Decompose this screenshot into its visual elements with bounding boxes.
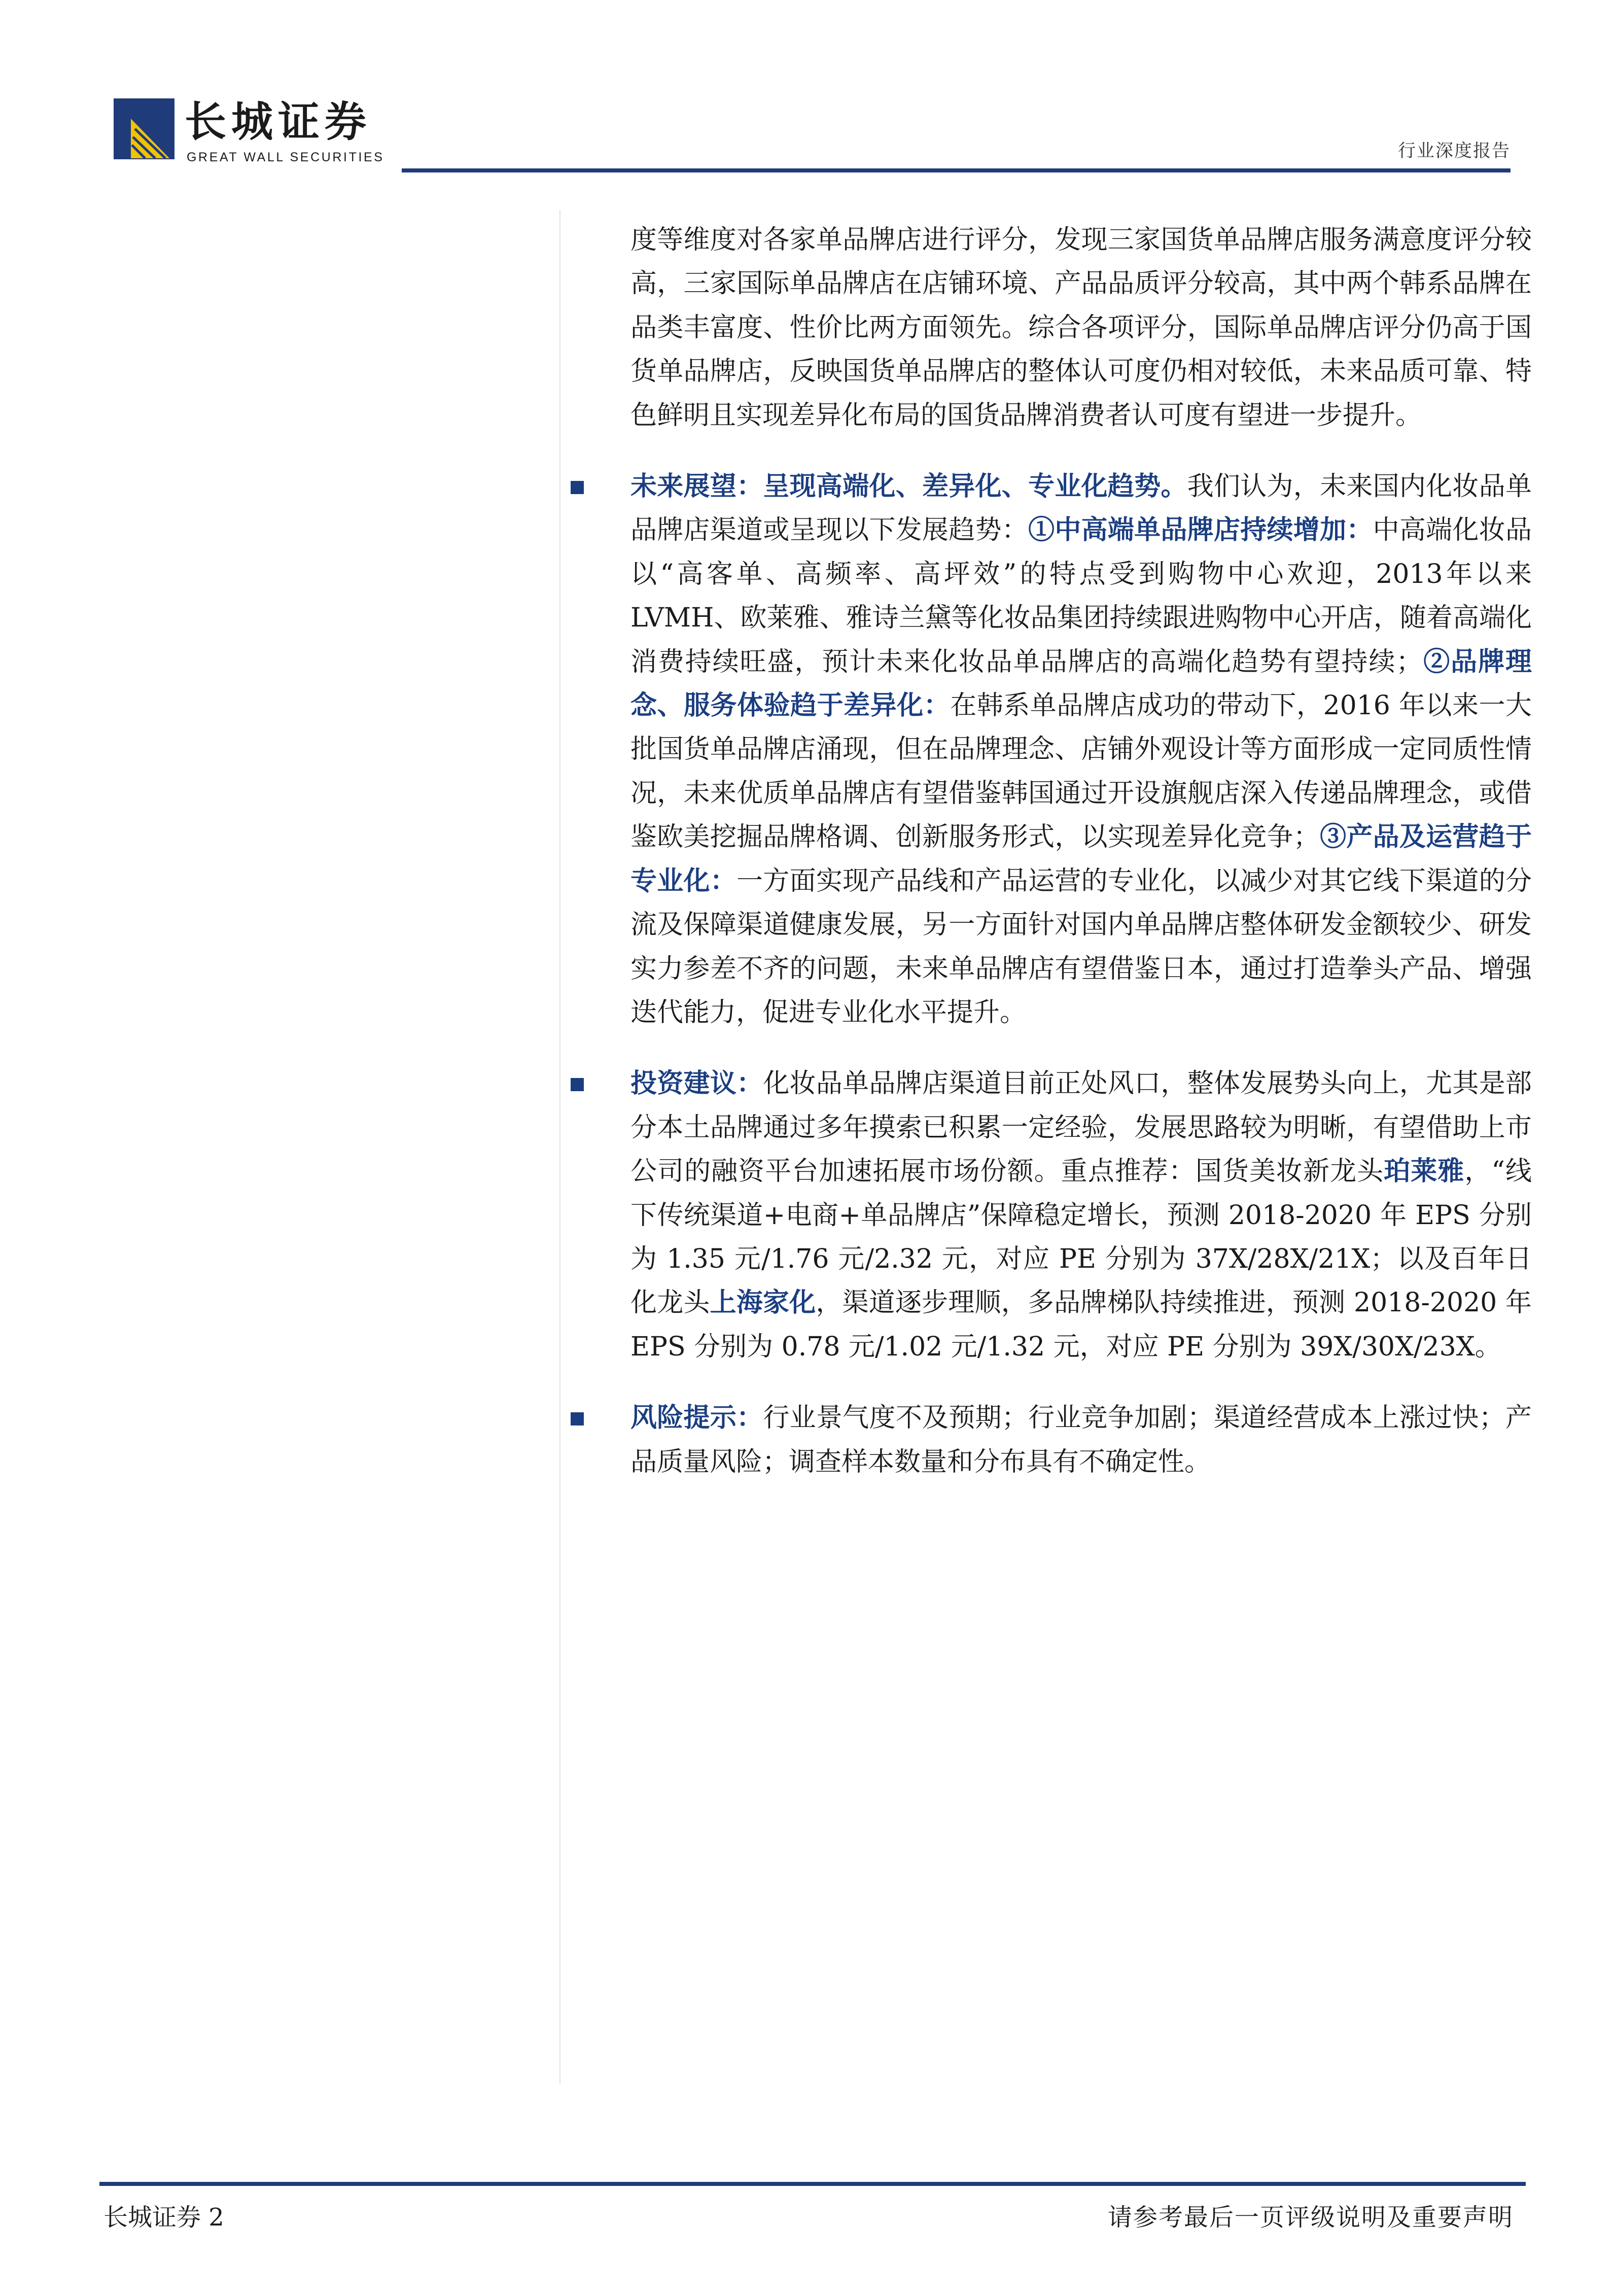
risk-heading: 风险提示： xyxy=(630,1402,763,1434)
intro-paragraph: 度等维度对各家单品牌店进行评分，发现三家国货单品牌店服务满意度评分较高，三家国际单品牌店在店铺环境、产品品质评分较高，其中两个韩系品牌在品类丰富度、性价比两方面领先。综合各项评分，国际单品牌店评分仍高于国货单品牌店，反映国货单品牌店的整体认可度仍相对较低，未来品质可靠、特色鲜明且实现差异化布局的国货品牌消费者认可度有望进一步提升。 xyxy=(630,225,1532,431)
outlook-point-2: ②品牌理念、服务体验趋于差异化： xyxy=(630,646,1532,721)
footer-divider xyxy=(99,2182,1526,2186)
column-divider xyxy=(559,210,560,2084)
outlook-point-1: ①中高端单品牌店持续增加： xyxy=(1028,514,1373,546)
outlook-heading: 未来展望：呈现高端化、差异化、专业化趋势。 xyxy=(630,471,1187,502)
footer-disclaimer: 请参考最后一页评级说明及重要声明 xyxy=(1107,2203,1514,2232)
stock-jahwa: 上海家化 xyxy=(710,1287,816,1318)
header-divider xyxy=(402,168,1511,172)
investment-heading: 投资建议： xyxy=(630,1068,763,1099)
risk-paragraph xyxy=(630,1396,1532,1484)
outlook-text-3: 在韩系单品牌店成功的带动下，2016 年以来一大批国货单品牌店涌现，但在品牌理念、店铺外观设计等方面形成一定同质性情况，未来优质单品牌店有望借鉴韩国通过开设旗舰店深入传递品牌理念，或借鉴欧美挖掘品牌格调、创新服务形式，以实现差异化竞争； xyxy=(630,690,1532,853)
brand-name: 长城证券 xyxy=(185,98,372,146)
investment-paragraph xyxy=(630,1062,1532,1369)
outlook-text-4: 一方面实现产品线和产品运营的专业化，以减少对其它线下渠道的分流及保障渠道健康发展，另一方面针对国内单品牌店整体研发金额较少、研发实力参差不齐的问题，未来单品牌店有望借鉴日本，通过打造拳头产品、增强迭代能力，促进专业化水平提升。 xyxy=(630,865,1532,1028)
outlook-paragraph xyxy=(630,465,1532,1034)
stock-proya: 珀莱雅 xyxy=(1384,1156,1465,1187)
report-type-label: 行业深度报告 xyxy=(1397,141,1511,161)
great-wall-logo-icon xyxy=(114,98,174,159)
footer-page-label: 长城证券 2 xyxy=(103,2203,224,2232)
outlook-text-1: 我们认为，未来国内化妆品单品牌店渠道或呈现以下发展趋势： xyxy=(630,471,1532,546)
risk-text: 行业景气度不及预期；行业竞争加剧；渠道经营成本上涨过快；产品质量风险；调查样本数量和分布具有不确定性。 xyxy=(630,1403,1532,1477)
investment-text-1: 化妆品单品牌店渠道目前正处风口，整体发展势头向上，尤其是部分本土品牌通过多年摸索已积累一定经验，发展思路较为明晰，有望借助上市公司的融资平台加速拓展市场份额。重点推荐：国货美妆新龙头 xyxy=(630,1068,1532,1187)
outlook-text-2: 中高端化妆品以“高客单、高频率、高坪效”的特点受到购物中心欢迎，2013年以来LVMH、欧莱雅、雅诗兰黛等化妆品集团持续跟进购物中心开店，随着高端化消费持续旺盛，预计未来化妆品单品牌店的高端化趋势有望持续； xyxy=(630,515,1532,677)
investment-text-3: ，渠道逐步理顺，多品牌梯队持续推进，预测 2018-2020 年 EPS 分别为 0.78 元/1.02 元/1.32 元，对应 PE 分别为 39X/30X/23X。 xyxy=(630,1288,1532,1362)
investment-text-2: ，“线下传统渠道+电商+单品牌店”保障稳定增长，预测 2018-2020 年 EPS 分别为 1.35 元/1.76 元/2.32 元，对应 PE 分别为 37X/28X/21X；以及百年日化龙头 xyxy=(630,1156,1532,1318)
brand-name-en: GREAT WALL SECURITIES xyxy=(187,150,384,164)
outlook-point-3: ③产品及运营趋于专业化： xyxy=(630,821,1532,896)
report-body xyxy=(630,218,1532,1484)
